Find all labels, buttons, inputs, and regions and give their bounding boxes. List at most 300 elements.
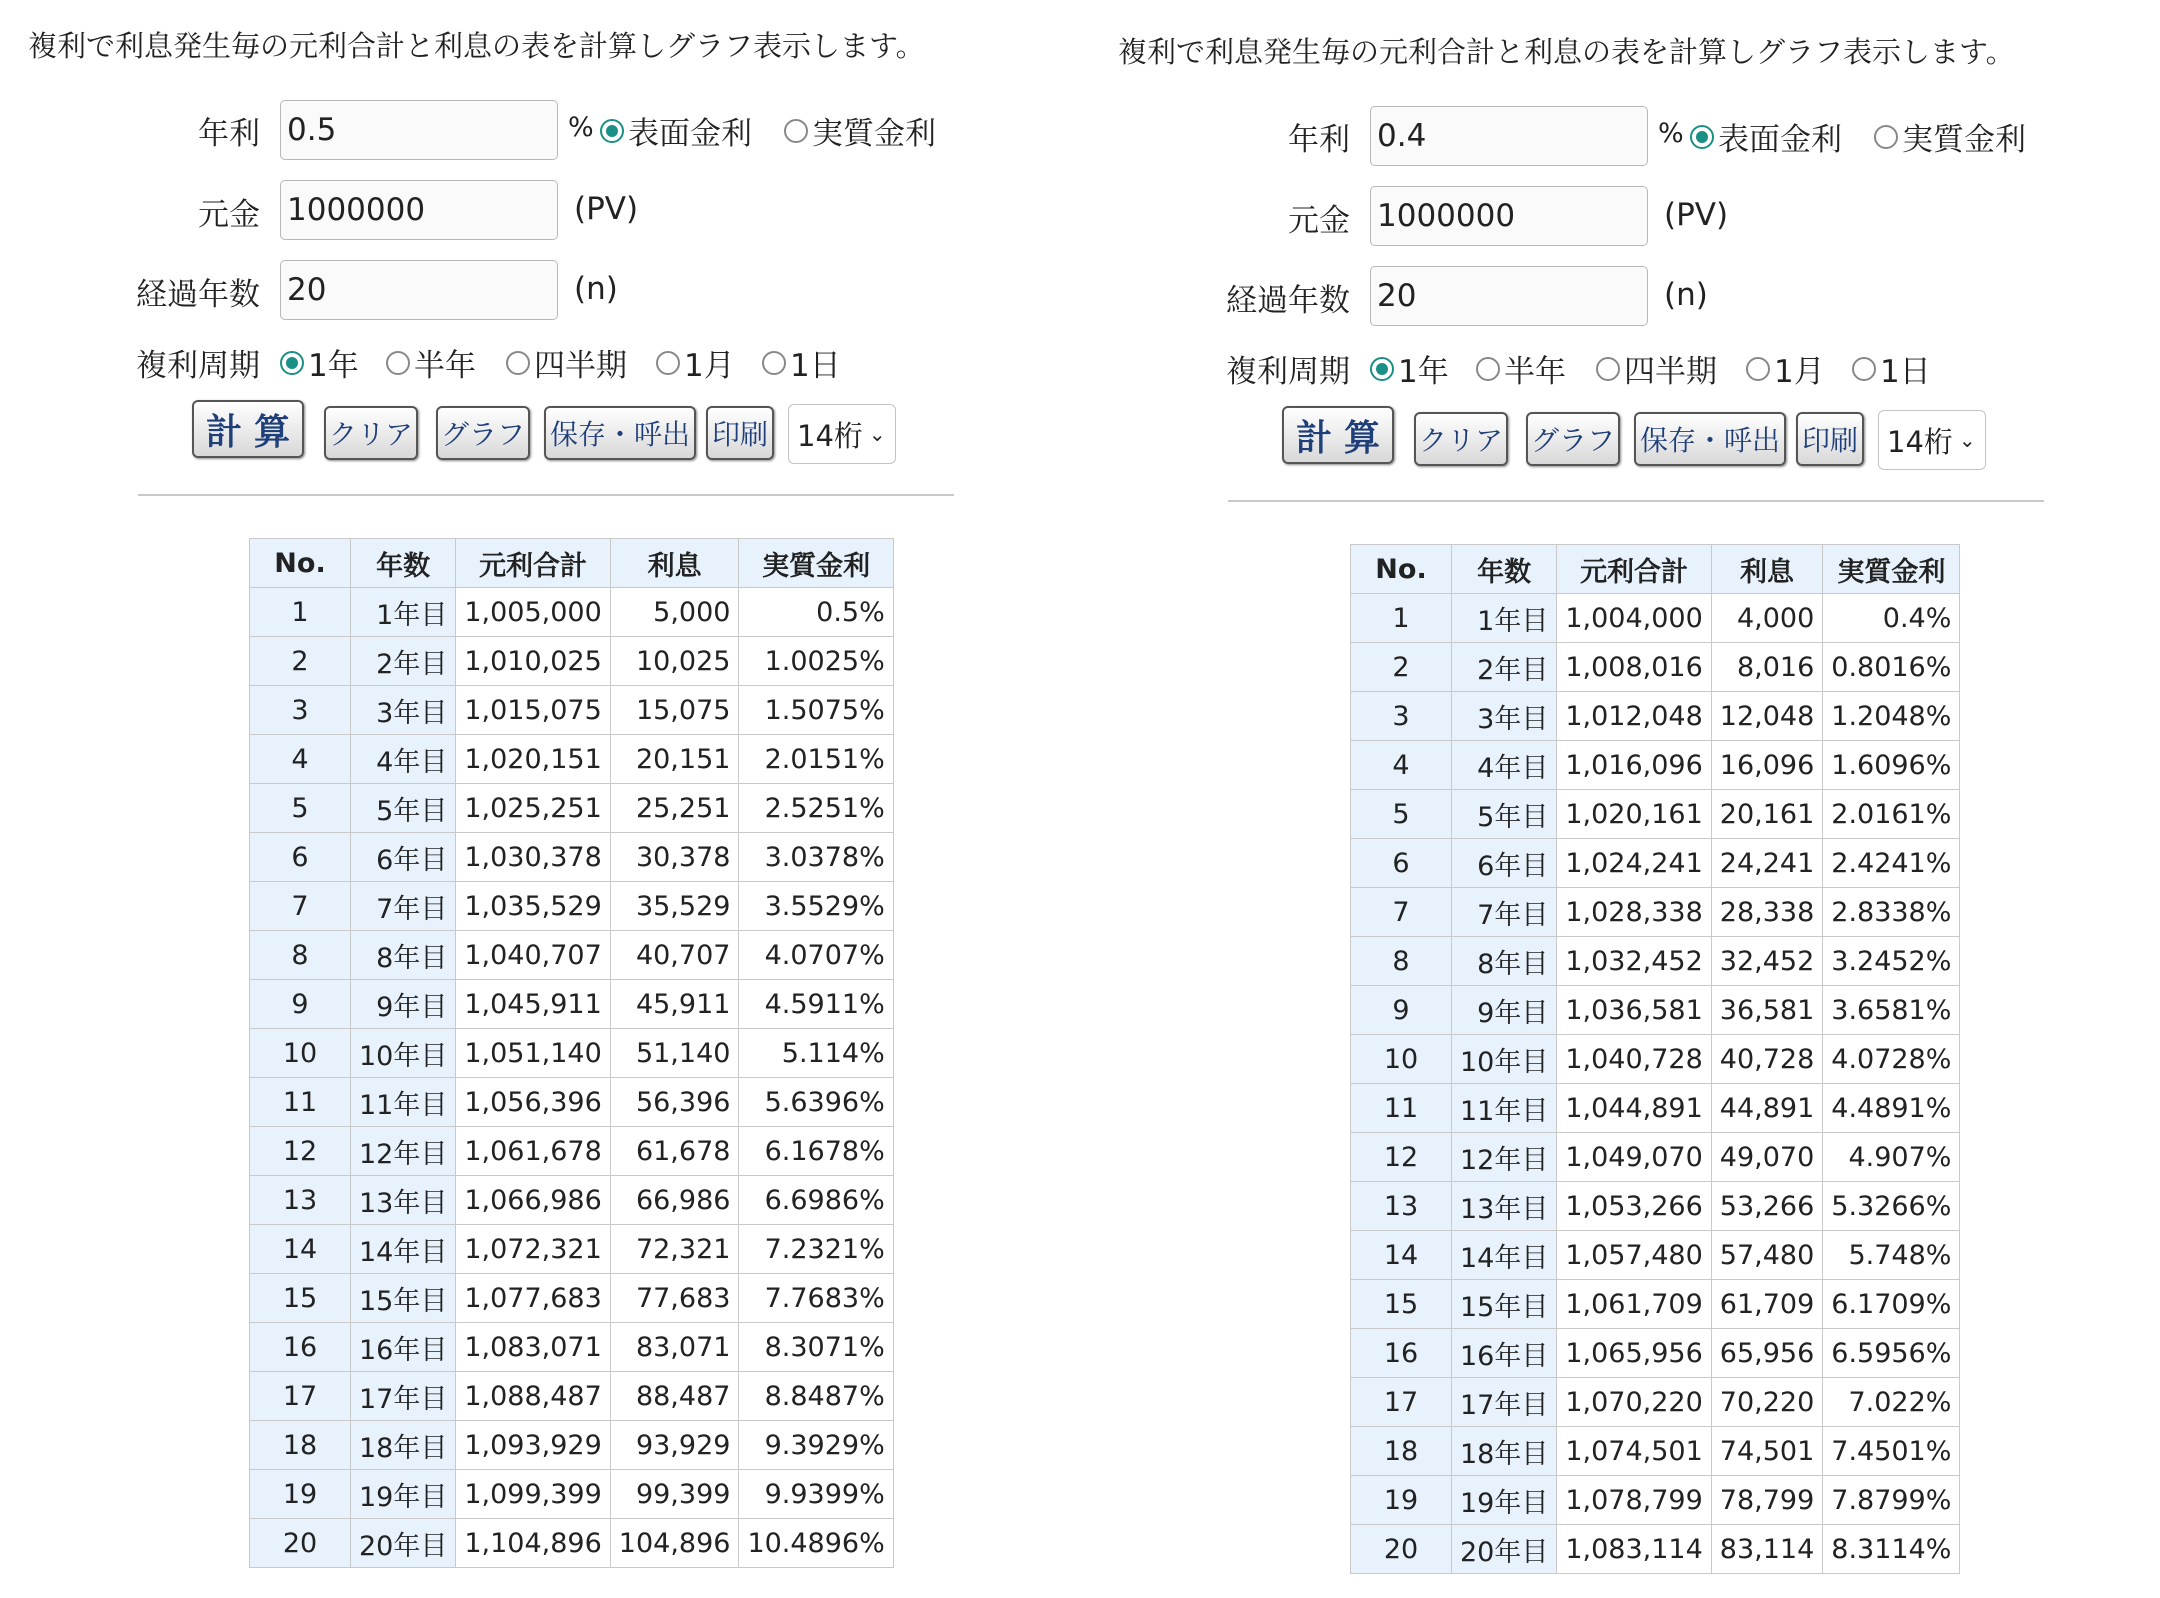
cell-no: 6: [1351, 839, 1452, 888]
table-row: [250, 686, 894, 735]
cell-total: 1,024,241: [1557, 839, 1711, 888]
cell-total: 1,036,581: [1557, 986, 1711, 1035]
cell-interest: 44,891: [1711, 1084, 1822, 1133]
cell-year: 16年目: [1452, 1329, 1557, 1378]
chevron-down-icon: ⌄: [868, 422, 886, 446]
cell-total: 1,030,378: [456, 833, 610, 882]
cell-total: 1,093,929: [456, 1421, 610, 1470]
header-total: 元利合計: [456, 539, 610, 588]
period-1month-label: 1月: [684, 348, 735, 384]
cell-interest: 12,048: [1711, 692, 1822, 741]
cell-total: 1,032,452: [1557, 937, 1711, 986]
cell-effective-rate: 1.5075%: [739, 686, 893, 735]
cell-no: 11: [1351, 1084, 1452, 1133]
percent-unit: %: [568, 112, 594, 143]
description-text: 複利で利息発生毎の元利合計と利息の表を計算しグラフ表示します。: [1118, 35, 2015, 69]
years-unit: (n): [574, 271, 618, 307]
cell-total: 1,065,956: [1557, 1329, 1711, 1378]
cell-total: 1,049,070: [1557, 1133, 1711, 1182]
cell-year: 5年目: [1452, 790, 1557, 839]
radio-checked-icon: [600, 119, 624, 143]
cell-effective-rate: 3.6581%: [1823, 986, 1960, 1035]
cell-effective-rate: 1.6096%: [1823, 741, 1960, 790]
radio-unchecked-icon: [784, 119, 808, 143]
digits-value: 14桁: [797, 418, 863, 453]
rate-type-nominal-radio[interactable]: [1690, 114, 1842, 159]
cell-no: 9: [1351, 986, 1452, 1035]
cell-effective-rate: 0.4%: [1823, 594, 1960, 643]
header-no: No.: [1351, 545, 1452, 594]
cell-effective-rate: 5.748%: [1823, 1231, 1960, 1280]
cell-no: 20: [250, 1519, 351, 1568]
radio-unchecked-icon: [1596, 357, 1620, 381]
table-row: [250, 588, 894, 637]
cell-total: 1,020,161: [1557, 790, 1711, 839]
cell-year: 10年目: [1452, 1035, 1557, 1084]
table-row: [250, 637, 894, 686]
cell-year: 12年目: [351, 1127, 456, 1176]
period-1year-radio[interactable]: [280, 340, 359, 385]
cell-interest: 99,399: [610, 1470, 739, 1519]
period-1day-radio[interactable]: [1852, 346, 1931, 391]
cell-effective-rate: 1.2048%: [1823, 692, 1960, 741]
cell-year: 15年目: [351, 1274, 456, 1323]
results-table: [249, 538, 894, 1568]
cell-total: 1,083,114: [1557, 1525, 1711, 1574]
radio-unchecked-icon: [1874, 125, 1898, 149]
period-1day-radio[interactable]: [762, 340, 841, 385]
rate-input[interactable]: [1370, 106, 1648, 166]
cell-total: 1,008,016: [1557, 643, 1711, 692]
cell-total: 1,010,025: [456, 637, 610, 686]
save-load-button[interactable]: 保存・呼出: [544, 406, 696, 460]
cell-effective-rate: 4.4891%: [1823, 1084, 1960, 1133]
cell-interest: 65,956: [1711, 1329, 1822, 1378]
table-row: [1351, 1133, 1960, 1182]
period-halfyear-label: 半年: [414, 348, 476, 384]
cell-total: 1,020,151: [456, 735, 610, 784]
cell-effective-rate: 5.6396%: [739, 1078, 893, 1127]
cell-no: 10: [1351, 1035, 1452, 1084]
cell-interest: 56,396: [610, 1078, 739, 1127]
cell-year: 15年目: [1452, 1280, 1557, 1329]
digits-select[interactable]: [788, 404, 896, 464]
cell-no: 7: [1351, 888, 1452, 937]
table-row: [1351, 741, 1960, 790]
table-header-row: [250, 539, 894, 588]
header-year: 年数: [1452, 545, 1557, 594]
print-button[interactable]: 印刷: [706, 406, 774, 460]
cell-effective-rate: 8.3071%: [739, 1323, 893, 1372]
table-row: [250, 980, 894, 1029]
cell-no: 9: [250, 980, 351, 1029]
principal-label: 元金: [1288, 203, 1350, 239]
header-effective-rate: 実質金利: [739, 539, 893, 588]
cell-effective-rate: 7.8799%: [1823, 1476, 1960, 1525]
table-row: [250, 1274, 894, 1323]
table-row: [1351, 1525, 1960, 1574]
cell-year: 10年目: [351, 1029, 456, 1078]
cell-no: 5: [250, 784, 351, 833]
period-halfyear-radio[interactable]: [1476, 346, 1566, 391]
cell-total: 1,056,396: [456, 1078, 610, 1127]
period-quarter-label: 四半期: [534, 348, 627, 384]
table-row: [250, 1372, 894, 1421]
cell-no: 1: [250, 588, 351, 637]
cell-interest: 61,709: [1711, 1280, 1822, 1329]
period-1year-radio[interactable]: [1370, 346, 1449, 391]
cell-no: 14: [250, 1225, 351, 1274]
years-input[interactable]: [280, 260, 558, 320]
table-row: [250, 1127, 894, 1176]
cell-no: 15: [1351, 1280, 1452, 1329]
cell-interest: 28,338: [1711, 888, 1822, 937]
clear-button[interactable]: クリア: [1414, 412, 1508, 466]
period-halfyear-label: 半年: [1504, 354, 1566, 390]
cell-year: 3年目: [1452, 692, 1557, 741]
table-row: [250, 882, 894, 931]
table-row: [1351, 790, 1960, 839]
cell-effective-rate: 2.0151%: [739, 735, 893, 784]
cell-year: 20年目: [351, 1519, 456, 1568]
cell-effective-rate: 5.3266%: [1823, 1182, 1960, 1231]
cell-effective-rate: 8.8487%: [739, 1372, 893, 1421]
cell-interest: 104,896: [610, 1519, 739, 1568]
chevron-down-icon: ⌄: [1958, 428, 1976, 452]
cell-effective-rate: 6.6986%: [739, 1176, 893, 1225]
years-unit: (n): [1664, 277, 1708, 313]
cell-effective-rate: 6.5956%: [1823, 1329, 1960, 1378]
cell-year: 17年目: [351, 1372, 456, 1421]
cell-effective-rate: 2.0161%: [1823, 790, 1960, 839]
cell-effective-rate: 9.3929%: [739, 1421, 893, 1470]
table-row: [1351, 643, 1960, 692]
cell-no: 6: [250, 833, 351, 882]
cell-effective-rate: 9.9399%: [739, 1470, 893, 1519]
table-row: [1351, 888, 1960, 937]
cell-interest: 53,266: [1711, 1182, 1822, 1231]
cell-total: 1,005,000: [456, 588, 610, 637]
cell-total: 1,044,891: [1557, 1084, 1711, 1133]
cell-total: 1,070,220: [1557, 1378, 1711, 1427]
principal-label: 元金: [198, 197, 260, 233]
table-row: [250, 1078, 894, 1127]
cell-effective-rate: 2.4241%: [1823, 839, 1960, 888]
cell-interest: 10,025: [610, 637, 739, 686]
cell-total: 1,015,075: [456, 686, 610, 735]
cell-year: 8年目: [1452, 937, 1557, 986]
cell-interest: 25,251: [610, 784, 739, 833]
radio-unchecked-icon: [656, 351, 680, 375]
cell-no: 2: [1351, 643, 1452, 692]
divider: [138, 494, 954, 496]
cell-year: 12年目: [1452, 1133, 1557, 1182]
percent-unit: %: [1658, 118, 1684, 149]
cell-no: 8: [250, 931, 351, 980]
radio-unchecked-icon: [1852, 357, 1876, 381]
rate-type-effective-radio[interactable]: [1874, 114, 2026, 159]
period-1year-label: 1年: [308, 348, 359, 384]
cell-effective-rate: 4.907%: [1823, 1133, 1960, 1182]
cell-no: 1: [1351, 594, 1452, 643]
period-1month-radio[interactable]: [656, 340, 735, 385]
cell-interest: 51,140: [610, 1029, 739, 1078]
table-row: [1351, 1476, 1960, 1525]
cell-total: 1,040,728: [1557, 1035, 1711, 1084]
cell-total: 1,028,338: [1557, 888, 1711, 937]
cell-total: 1,057,480: [1557, 1231, 1711, 1280]
period-1month-radio[interactable]: [1746, 346, 1825, 391]
cell-no: 10: [250, 1029, 351, 1078]
cell-interest: 72,321: [610, 1225, 739, 1274]
cell-effective-rate: 1.0025%: [739, 637, 893, 686]
cell-no: 19: [1351, 1476, 1452, 1525]
cell-total: 1,004,000: [1557, 594, 1711, 643]
cell-year: 5年目: [351, 784, 456, 833]
years-input[interactable]: [1370, 266, 1648, 326]
cell-no: 16: [1351, 1329, 1452, 1378]
cell-year: 2年目: [351, 637, 456, 686]
cell-interest: 20,151: [610, 735, 739, 784]
cell-year: 3年目: [351, 686, 456, 735]
table-row: [1351, 1231, 1960, 1280]
table-row: [250, 735, 894, 784]
cell-year: 14年目: [1452, 1231, 1557, 1280]
cell-interest: 74,501: [1711, 1427, 1822, 1476]
period-halfyear-radio[interactable]: [386, 340, 476, 385]
years-label: 経過年数: [136, 277, 260, 313]
cell-interest: 78,799: [1711, 1476, 1822, 1525]
table-row: [1351, 1182, 1960, 1231]
table-row: [1351, 594, 1960, 643]
cell-no: 4: [1351, 741, 1452, 790]
period-quarter-radio[interactable]: [1596, 346, 1717, 391]
cell-year: 6年目: [351, 833, 456, 882]
cell-effective-rate: 7.4501%: [1823, 1427, 1960, 1476]
cell-interest: 32,452: [1711, 937, 1822, 986]
cell-effective-rate: 3.5529%: [739, 882, 893, 931]
cell-total: 1,099,399: [456, 1470, 610, 1519]
cell-interest: 15,075: [610, 686, 739, 735]
cell-total: 1,040,707: [456, 931, 610, 980]
results-table: [1350, 544, 1960, 1574]
radio-checked-icon: [1370, 357, 1394, 381]
cell-interest: 16,096: [1711, 741, 1822, 790]
cell-effective-rate: 2.5251%: [739, 784, 893, 833]
cell-no: 12: [250, 1127, 351, 1176]
cell-interest: 24,241: [1711, 839, 1822, 888]
description-text: 複利で利息発生毎の元利合計と利息の表を計算しグラフ表示します。: [28, 29, 925, 63]
cell-total: 1,016,096: [1557, 741, 1711, 790]
cell-total: 1,035,529: [456, 882, 610, 931]
header-interest: 利息: [1711, 545, 1822, 594]
table-row: [1351, 937, 1960, 986]
cell-no: 13: [1351, 1182, 1452, 1231]
calculate-button[interactable]: 計算: [192, 400, 304, 458]
save-load-button[interactable]: 保存・呼出: [1634, 412, 1786, 466]
cell-effective-rate: 8.3114%: [1823, 1525, 1960, 1574]
cell-interest: 5,000: [610, 588, 739, 637]
cell-year: 18年目: [1452, 1427, 1557, 1476]
rate-type-nominal-label: 表面金利: [1718, 122, 1842, 158]
cell-interest: 4,000: [1711, 594, 1822, 643]
cell-year: 1年目: [351, 588, 456, 637]
table-row: [250, 931, 894, 980]
digits-value: 14桁: [1887, 424, 1953, 459]
cell-interest: 20,161: [1711, 790, 1822, 839]
cell-total: 1,104,896: [456, 1519, 610, 1568]
cell-total: 1,074,501: [1557, 1427, 1711, 1476]
calculate-button[interactable]: 計算: [1282, 406, 1394, 464]
cell-total: 1,051,140: [456, 1029, 610, 1078]
cell-effective-rate: 0.5%: [739, 588, 893, 637]
cell-total: 1,072,321: [456, 1225, 610, 1274]
radio-unchecked-icon: [762, 351, 786, 375]
cell-total: 1,061,709: [1557, 1280, 1711, 1329]
principal-input[interactable]: [1370, 186, 1648, 246]
cell-year: 4年目: [351, 735, 456, 784]
table-row: [250, 1225, 894, 1274]
cell-year: 7年目: [351, 882, 456, 931]
cell-no: 18: [1351, 1427, 1452, 1476]
cell-no: 15: [250, 1274, 351, 1323]
cell-total: 1,061,678: [456, 1127, 610, 1176]
cell-interest: 40,728: [1711, 1035, 1822, 1084]
table-row: [1351, 1084, 1960, 1133]
cell-year: 9年目: [351, 980, 456, 1029]
cell-total: 1,045,911: [456, 980, 610, 1029]
cell-year: 16年目: [351, 1323, 456, 1372]
cell-no: 18: [250, 1421, 351, 1470]
period-1month-label: 1月: [1774, 354, 1825, 390]
principal-unit: (PV): [574, 191, 639, 227]
cell-interest: 77,683: [610, 1274, 739, 1323]
cell-year: 13年目: [1452, 1182, 1557, 1231]
radio-unchecked-icon: [1746, 357, 1770, 381]
cell-no: 5: [1351, 790, 1452, 839]
cell-year: 17年目: [1452, 1378, 1557, 1427]
cell-effective-rate: 4.0707%: [739, 931, 893, 980]
cell-effective-rate: 3.2452%: [1823, 937, 1960, 986]
table-row: [250, 1519, 894, 1568]
cell-no: 17: [250, 1372, 351, 1421]
cell-interest: 70,220: [1711, 1378, 1822, 1427]
cell-effective-rate: 7.2321%: [739, 1225, 893, 1274]
period-1day-label: 1日: [790, 348, 841, 384]
cell-year: 4年目: [1452, 741, 1557, 790]
principal-input[interactable]: [280, 180, 558, 240]
rate-type-nominal-radio[interactable]: [600, 108, 752, 153]
table-row: [1351, 1035, 1960, 1084]
cell-no: 12: [1351, 1133, 1452, 1182]
cell-effective-rate: 5.114%: [739, 1029, 893, 1078]
cell-effective-rate: 2.8338%: [1823, 888, 1960, 937]
cell-interest: 93,929: [610, 1421, 739, 1470]
cell-interest: 61,678: [610, 1127, 739, 1176]
rate-type-effective-label: 実質金利: [1902, 122, 2026, 158]
cell-interest: 35,529: [610, 882, 739, 931]
rate-label: 年利: [1288, 122, 1350, 158]
calculator-panel-left: [0, 0, 1080, 1592]
rate-type-effective-radio[interactable]: [784, 108, 936, 153]
cell-effective-rate: 10.4896%: [739, 1519, 893, 1568]
cell-interest: 88,487: [610, 1372, 739, 1421]
cell-total: 1,077,683: [456, 1274, 610, 1323]
cell-year: 20年目: [1452, 1525, 1557, 1574]
cell-no: 7: [250, 882, 351, 931]
table-row: [250, 1470, 894, 1519]
clear-button[interactable]: クリア: [324, 406, 418, 460]
period-quarter-radio[interactable]: [506, 340, 627, 385]
years-label: 経過年数: [1226, 283, 1350, 319]
table-row: [1351, 1378, 1960, 1427]
rate-type-nominal-label: 表面金利: [628, 116, 752, 152]
cell-no: 2: [250, 637, 351, 686]
calculator-panel-right: [1090, 6, 2160, 1598]
print-button[interactable]: 印刷: [1796, 412, 1864, 466]
cell-interest: 83,114: [1711, 1525, 1822, 1574]
cell-no: 8: [1351, 937, 1452, 986]
graph-button[interactable]: グラフ: [436, 406, 530, 460]
cell-year: 14年目: [351, 1225, 456, 1274]
table-row: [1351, 986, 1960, 1035]
cell-year: 18年目: [351, 1421, 456, 1470]
radio-checked-icon: [280, 351, 304, 375]
period-label: 複利周期: [136, 348, 260, 384]
cell-no: 16: [250, 1323, 351, 1372]
cell-no: 3: [1351, 692, 1452, 741]
table-row: [1351, 839, 1960, 888]
period-quarter-label: 四半期: [1624, 354, 1717, 390]
table-row: [250, 1323, 894, 1372]
cell-year: 19年目: [1452, 1476, 1557, 1525]
cell-no: 13: [250, 1176, 351, 1225]
rate-type-effective-label: 実質金利: [812, 116, 936, 152]
cell-year: 6年目: [1452, 839, 1557, 888]
cell-effective-rate: 0.8016%: [1823, 643, 1960, 692]
header-effective-rate: 実質金利: [1823, 545, 1960, 594]
cell-interest: 8,016: [1711, 643, 1822, 692]
cell-total: 1,088,487: [456, 1372, 610, 1421]
period-1year-label: 1年: [1398, 354, 1449, 390]
cell-interest: 30,378: [610, 833, 739, 882]
table-row: [1351, 1329, 1960, 1378]
cell-effective-rate: 7.7683%: [739, 1274, 893, 1323]
cell-year: 11年目: [1452, 1084, 1557, 1133]
graph-button[interactable]: グラフ: [1526, 412, 1620, 466]
cell-year: 19年目: [351, 1470, 456, 1519]
radio-unchecked-icon: [386, 351, 410, 375]
digits-select[interactable]: [1878, 410, 1986, 470]
rate-label: 年利: [198, 116, 260, 152]
table-row: [250, 1176, 894, 1225]
table-row: [250, 784, 894, 833]
table-row: [250, 1029, 894, 1078]
cell-effective-rate: 6.1709%: [1823, 1280, 1960, 1329]
cell-effective-rate: 4.5911%: [739, 980, 893, 1029]
cell-effective-rate: 7.022%: [1823, 1378, 1960, 1427]
period-label: 複利周期: [1226, 354, 1350, 390]
cell-total: 1,083,071: [456, 1323, 610, 1372]
table-row: [1351, 1427, 1960, 1476]
rate-input[interactable]: [280, 100, 558, 160]
cell-total: 1,053,266: [1557, 1182, 1711, 1231]
radio-unchecked-icon: [506, 351, 530, 375]
cell-no: 4: [250, 735, 351, 784]
cell-year: 13年目: [351, 1176, 456, 1225]
header-year: 年数: [351, 539, 456, 588]
table-header-row: [1351, 545, 1960, 594]
